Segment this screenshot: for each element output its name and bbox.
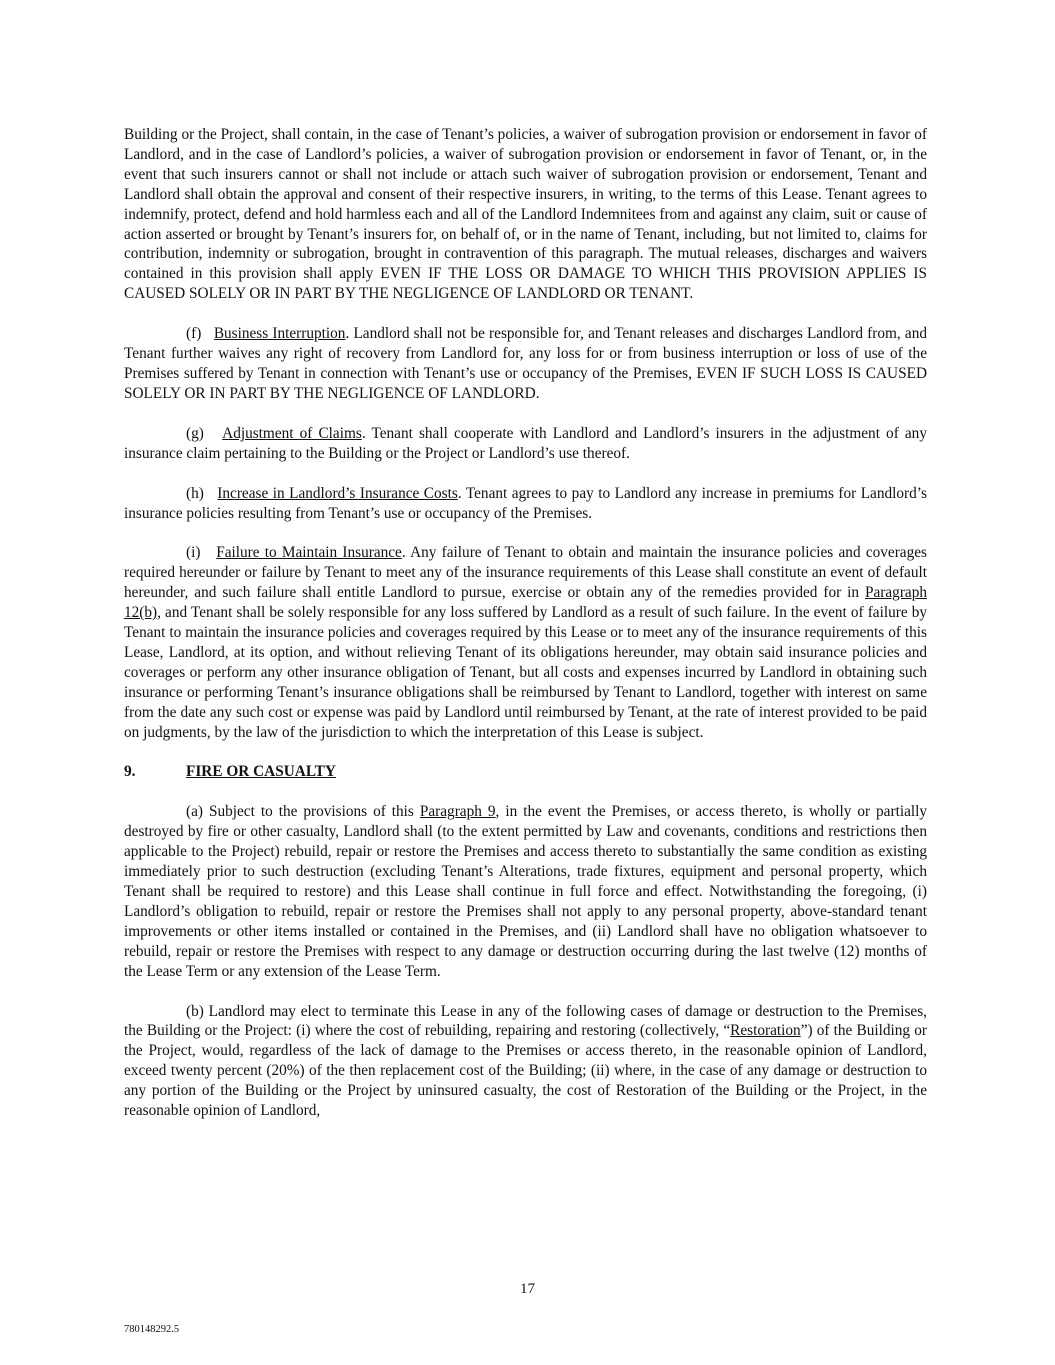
section-9-heading [124,762,927,782]
document-id: 780148292.5 [124,1324,180,1335]
paragraph-9a-text-2: , in the event the Premises, or access thereto, is wholly or partially destroyed by fire or other casualty, Landlord shall (to the extent permitted by Law and covenants, conditions and restrictions then applicable to the Project) rebuild, repair or restore the Premises and access thereto to substantially the same condition as existing immediately prior to such destruction (excluding Tenant’s Alterations, trade fixtures, equipment and personal property, which Tenant shall be required to restore) and this Lease shall continue in full force and effect. Notwithstanding the foregoing, (i) Landlord’s obligation to rebuild, repair or restore the Premises shall not apply to any personal property, above-standard tenant improvements or other items installed or contained in the Premises, and (ii) Landlord shall have no obligation whatsoever to rebuild, repair or restore the Premises with respect to any damage or destruction occurring during the last twelve (12) months of the Lease Term or any extension of the Lease Term. [124,803,928,980]
paragraph-9a-text-1: Subject to the provisions of this [202,803,420,821]
paragraph-f-text: . Landlord shall not be responsible for, and Tenant releases and discharges Landlord from, and Tenant further waives any right of recovery from Landlord for, any loss for or from business interruption or loss of use of the Premises suffered by Tenant in connection with Tenant’s use or occupancy of the Premises, EVEN IF SUCH LOSS IS CAUSED SOLELY OR IN PART BY THE NEGLIGENCE OF LANDLORD. [124,325,927,402]
paragraph-g [124,424,927,464]
paragraph-continuation: Building or the Project, shall contain, in the case of Tenant’s policies, a waiver of subrogation provision or endorsement in favor of Landlord, and in the case of Landlord’s policies, a waiver of subrogation provision or endorsement in favor of Tenant, or, in the event that such insurers cannot or shall not include or attach such waiver of subrogation provision or endorsement, Tenant and Landlord shall obtain the approval and consent of their respective insurers, in writing, to the terms of this Lease. Tenant agrees to indemnify, protect, defend and hold harmless each and all of the Landlord Indemnitees from and against any claim, suit or cause of action asserted or brought by Tenant’s insurers for, on behalf of, or in the name of Tenant, including, but not limited to, claims for contribution, indemnity or subrogation, brought in contravention of this paragraph. The mutual releases, discharges and waivers contained in this provision shall apply EVEN IF THE LOSS OR DAMAGE TO WHICH THIS PROVISION APPLIES IS CAUSED SOLELY OR IN PART BY THE NEGLIGENCE OF LANDLORD OR TENANT. [124,126,927,303]
paragraph-f-label: (f) [186,325,202,343]
page-number: 17 [520,1281,535,1297]
paragraph-9b-text-1: Landlord may elect to terminate this Lease in any of the following cases of damage or destruction to the Premises, the Building or the Project: (i) where the cost of rebuilding, repairing and restoring (collectively, “ [124,1002,927,1040]
paragraph-12b-reference: Paragraph 12(b) [124,584,927,622]
paragraph-i [124,543,927,742]
paragraph-g-label: (g) [186,424,204,442]
paragraph-f-title: Business Interruption [213,325,346,343]
paragraph-h-label: (h) [186,484,204,502]
document-body [124,125,927,1141]
paragraph-9b-label: (b) [186,1002,204,1020]
paragraph-g-text: . Tenant shall cooperate with Landlord and Landlord’s insurers in the adjustment of any insurance claim pertaining to the Building or the Project or Landlord’s use thereof. [124,424,927,462]
paragraph-i-label: (i) [186,544,201,562]
section-9-title: FIRE OR CASUALTY [186,763,336,781]
paragraph-i-text-2: , and Tenant shall be solely responsible for any loss suffered by Landlord as a result of such failure. In the event of failure by Tenant to maintain the insurance policies and coverages required by this Lease or to meet any of the insurance requirements of this Lease, Landlord, at its option, and without relieving Tenant of its obligations hereunder, may obtain said insurance policies and coverages or perform any other insurance obligation of Tenant, but all costs and expenses incurred by Landlord in obtaining such insurance or performing Tenant’s insurance obligations shall be reimbursed by Tenant to Landlord, together with interest on same from the date any such cost or expense was paid by Landlord until reimbursed by Tenant, at the rate of interest provided to be paid on judgments, by the law of the jurisdiction to which the interpretation of this Lease is subject. [124,604,927,741]
paragraph-h-text: . Tenant agrees to pay to Landlord any increase in premiums for Landlord’s insurance policies resulting from Tenant’s use or occupancy of the Premises. [124,484,927,522]
paragraph-9a [124,802,927,981]
paragraph-h [124,484,927,524]
paragraph-h-title: Increase in Landlord’s Insurance Costs [217,484,458,502]
paragraph-i-title: Failure to Maintain Insurance [216,544,402,562]
paragraph-9-reference: Paragraph 9 [419,803,496,821]
paragraph-9a-label: (a) [186,803,203,821]
paragraph-i-text-1: . Any failure of Tenant to obtain and maintain the insurance policies and coverages required hereunder or failure by Tenant to meet any of the insurance requirements of this Lease shall constitute an event of default hereunder, and such failure shall entitle Landlord to pursue, exercise or obtain any of the remedies provided for in [124,544,927,602]
paragraph-g-title: Adjustment of Claims [222,424,362,442]
paragraph-f [124,324,927,404]
paragraph-9b [124,1002,927,1121]
section-9-number: 9. [124,763,136,781]
restoration-term: Restoration [730,1022,801,1040]
paragraph-9b-text-2: ”) of the Building or the Project, would, regardless of the lack of damage to the Premises or access thereto, in the reasonable opinion of Landlord, exceed twenty percent (20%) of the then replacement cost of the Building; (ii) where, in the case of any damage or destruction to any portion of the Building or the Project by uninsured casualty, the cost of Restoration of the Building or the Project, in the reasonable opinion of Landlord, [124,1022,927,1120]
